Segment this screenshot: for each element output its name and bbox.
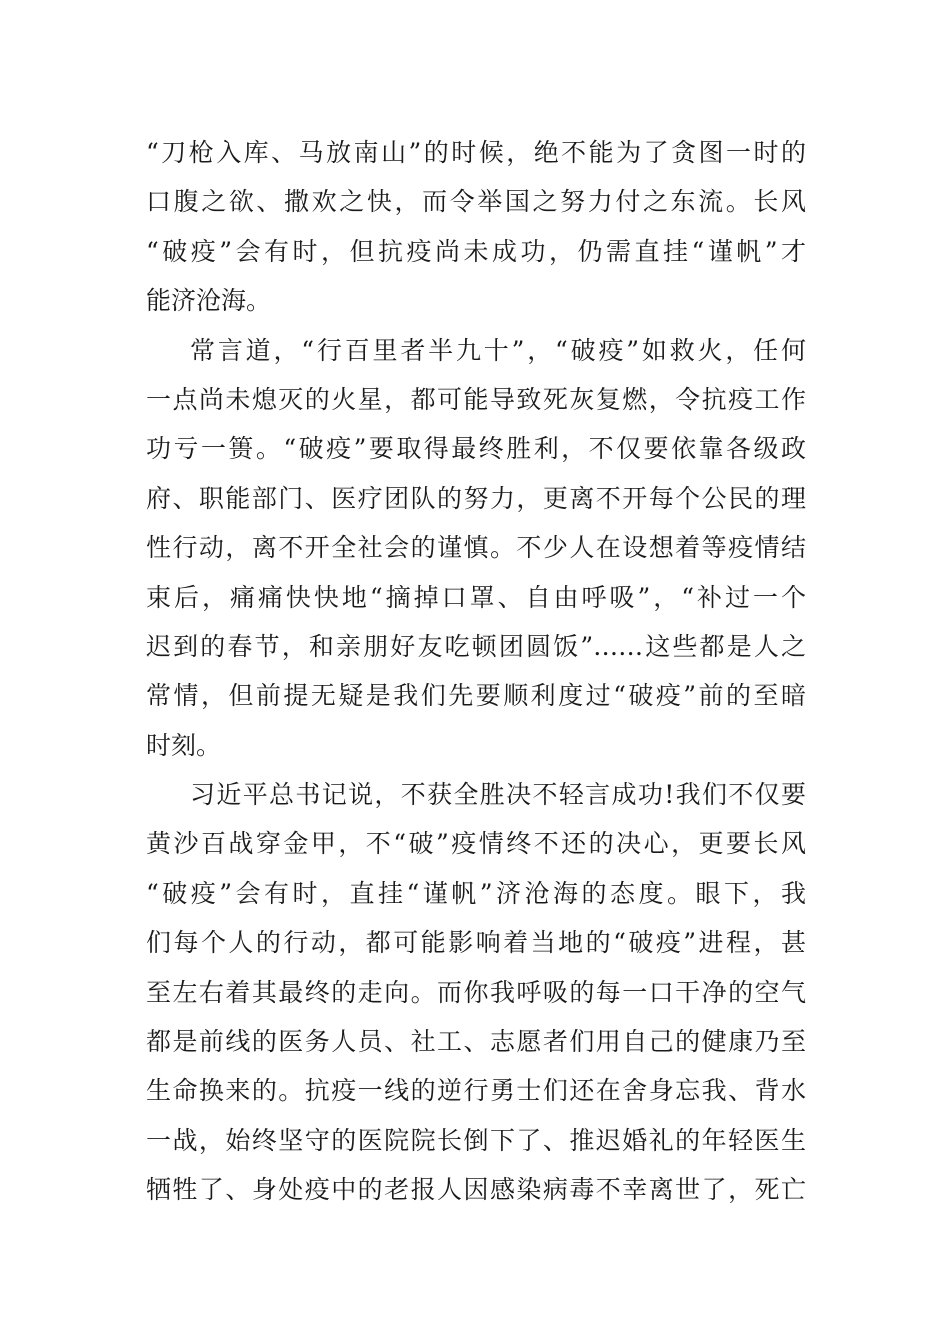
text-line: 常言道，“行百里者半九十”，“破疫”如救火，任何 bbox=[190, 335, 806, 365]
text-line: 迟到的春节，和亲朋好友吃顿团圆饭”……这些都是人之 bbox=[146, 631, 806, 661]
text-line: 牺牲了、身处疫中的老报人因感染病毒不幸离世了，死亡 bbox=[146, 1175, 806, 1205]
body-text bbox=[146, 128, 806, 1215]
text-line: 束后，痛痛快快地“摘掉口罩、自由呼吸”，“补过一个 bbox=[146, 582, 806, 612]
text-line: 习近平总书记说，不获全胜决不轻言成功!我们不仅要 bbox=[190, 780, 806, 810]
text-line: 口腹之欲、撒欢之快，而令举国之努力付之东流。长风 bbox=[146, 187, 806, 217]
text-line: 常情，但前提无疑是我们先要顺利度过“破疫”前的至暗 bbox=[146, 681, 806, 711]
text-line: 生命换来的。抗疫一线的逆行勇士们还在舍身忘我、背水 bbox=[146, 1076, 806, 1106]
text-line: 能济沧海。 bbox=[146, 286, 272, 316]
text-line: 都是前线的医务人员、社工、志愿者们用自己的健康乃至 bbox=[146, 1027, 806, 1057]
text-line: “刀枪入库、马放南山”的时候，绝不能为了贪图一时的 bbox=[146, 138, 806, 167]
text-line: 性行动，离不开全社会的谨慎。不少人在设想着等疫情结 bbox=[146, 533, 806, 563]
text-line: 一点尚未熄灭的火星，都可能导致死灰复燃，令抗疫工作 bbox=[146, 384, 806, 414]
text-line: 们每个人的行动，都可能影响着当地的“破疫”进程，甚 bbox=[146, 928, 806, 958]
text-line: 一战，始终坚守的医院院长倒下了、推迟婚礼的年轻医生 bbox=[146, 1125, 806, 1155]
text-line: 府、职能部门、医疗团队的努力，更离不开每个公民的理 bbox=[146, 483, 806, 513]
text-line: “破疫”会有时，直挂“谨帆”济沧海的态度。眼下，我 bbox=[146, 878, 806, 908]
text-line: “破疫”会有时，但抗疫尚未成功，仍需直挂“谨帆”才 bbox=[146, 236, 806, 266]
text-line: 黄沙百战穿金甲，不“破”疫情终不还的决心，更要长风 bbox=[146, 829, 806, 859]
text-line: 功亏一篑。“破疫”要取得最终胜利，不仅要依靠各级政 bbox=[146, 434, 806, 464]
text-line: 时刻。 bbox=[146, 730, 222, 760]
text-line: 至左右着其最终的走向。而你我呼吸的每一口干净的空气 bbox=[146, 977, 806, 1007]
